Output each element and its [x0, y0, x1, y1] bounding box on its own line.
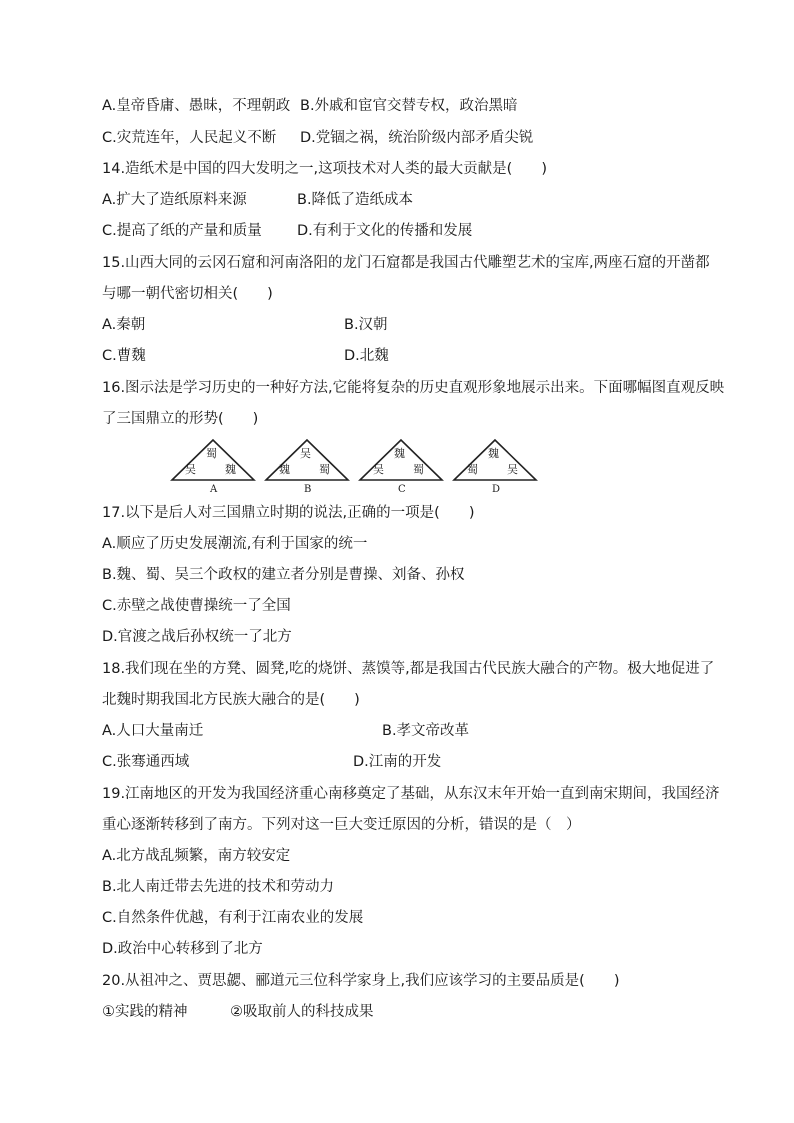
question-18-stem: 18.我们现在坐的方凳、圆凳,吃的烧饼、蒸馍等,都是我国古代民族大融合的产物。极大地促进了 — [102, 661, 715, 677]
option-b: B.汉朝 — [344, 317, 388, 333]
option-d: D.江南的开发 — [353, 754, 442, 770]
triangle-right-label: 蜀 — [319, 463, 330, 476]
question-15-stem-cont: 与哪一朝代密切相关( ) — [102, 286, 273, 302]
text-line: C.提高了纸的产量和质量 D.有利于文化的传播和发展 — [102, 223, 473, 239]
text-line: A.秦朝 B.汉朝 — [102, 317, 388, 333]
triangle-diagram-a — [168, 438, 258, 496]
option-c: C.赤壁之战使曹操统一了全国 — [102, 598, 291, 614]
option-d: D.政治中心转移到了北方 — [102, 941, 263, 957]
option-d: D.党锢之祸，统治阶级内部矛盾尖锐 — [300, 130, 534, 146]
triangle-top-label: 魏 — [488, 447, 499, 460]
question-14-stem: 14.造纸术是中国的四大发明之一,这项技术对人类的最大贡献是( ) — [102, 161, 547, 177]
question-20-stem: 20.从祖冲之、贾思勰、郦道元三位科学家身上,我们应该学习的主要品质是( ) — [102, 973, 620, 989]
option-b: B.北人南迁带去先进的技术和劳动力 — [102, 879, 335, 895]
text-line: A.扩大了造纸原料来源 B.降低了造纸成本 — [102, 192, 414, 208]
triangle-right-label: 吴 — [507, 463, 518, 476]
triangle-caption: D — [492, 484, 501, 495]
question-19-stem: 19.江南地区的开发为我国经济重心南移奠定了基础，从东汉末年开始一直到南宋期间，我国经济 — [102, 786, 720, 802]
option-d: D.官渡之战后孙权统一了北方 — [102, 629, 292, 645]
triangle-top-label: 吴 — [300, 447, 311, 460]
option-d: D.北魏 — [344, 348, 389, 364]
triangle-caption: A — [210, 484, 218, 495]
option-a: A.北方战乱频繁，南方较安定 — [102, 848, 291, 864]
option-b: B.魏、蜀、吴三个政权的建立者分别是曹操、刘备、孙权 — [102, 567, 465, 583]
text-line: C.灾荒连年，人民起义不断 D.党锢之祸，统治阶级内部矛盾尖锐 — [102, 130, 534, 146]
option-a: A.顺应了历史发展潮流,有利于国家的统一 — [102, 536, 368, 552]
question-17-stem: 17.以下是后人对三国鼎立时期的说法,正确的一项是( ) — [102, 505, 475, 521]
question-18-stem-cont: 北魏时期我国北方民族大融合的是( ) — [102, 692, 360, 708]
option-d: D.有利于文化的传播和发展 — [297, 223, 473, 239]
triangle-caption: B — [304, 484, 312, 495]
option-b: B.外戚和宦官交替专权，政治黑暗 — [300, 98, 518, 114]
triangle-shape — [450, 438, 540, 484]
text-line: C.曹魏 D.北魏 — [102, 348, 389, 364]
text-line: C.张骞通西域 D.江南的开发 — [102, 754, 442, 770]
triangle-caption: C — [398, 484, 406, 495]
triangle-diagram-c — [356, 438, 446, 496]
text-line: A.皇帝昏庸、愚昧，不理朝政 B.外戚和宦官交替专权，政治黑暗 — [102, 98, 518, 114]
triangle-shape — [168, 438, 258, 484]
option-b: B.降低了造纸成本 — [297, 192, 414, 208]
text-line: A.人口大量南迁 B.孝文帝改革 — [102, 723, 470, 739]
triangle-shape — [356, 438, 446, 484]
question-19-stem-cont: 重心逐渐转移到了南方。下列对这一巨大变迁原因的分析，错误的是（ ） — [102, 817, 581, 833]
item-2: ②吸取前人的科技成果 — [230, 1004, 374, 1020]
triangle-shape — [262, 438, 352, 484]
triangle-left-label: 蜀 — [467, 463, 478, 476]
text-line: ①实践的精神 ②吸取前人的科技成果 — [102, 1004, 374, 1020]
triangle-left-label: 吴 — [185, 463, 196, 476]
three-kingdoms-diagrams — [160, 438, 550, 498]
triangle-right-label: 蜀 — [413, 463, 424, 476]
triangle-right-label: 魏 — [225, 463, 236, 476]
question-15-stem: 15.山西大同的云冈石窟和河南洛阳的龙门石窟都是我国古代雕塑艺术的宝库,两座石窟的开凿都 — [102, 255, 710, 271]
triangle-left-label: 吴 — [373, 463, 384, 476]
option-b: B.孝文帝改革 — [382, 723, 470, 739]
triangle-top-label: 蜀 — [206, 447, 217, 460]
triangle-diagram-d — [450, 438, 540, 496]
triangle-diagram-b — [262, 438, 352, 496]
question-16-stem-cont: 了三国鼎立的形势( ) — [102, 411, 259, 427]
option-c: C.自然条件优越，有利于江南农业的发展 — [102, 910, 364, 926]
triangle-top-label: 魏 — [394, 447, 405, 460]
question-16-stem: 16.图示法是学习历史的一种好方法,它能将复杂的历史直观形象地展示出来。下面哪幅图直观反映 — [102, 380, 725, 396]
triangle-left-label: 魏 — [279, 463, 290, 476]
